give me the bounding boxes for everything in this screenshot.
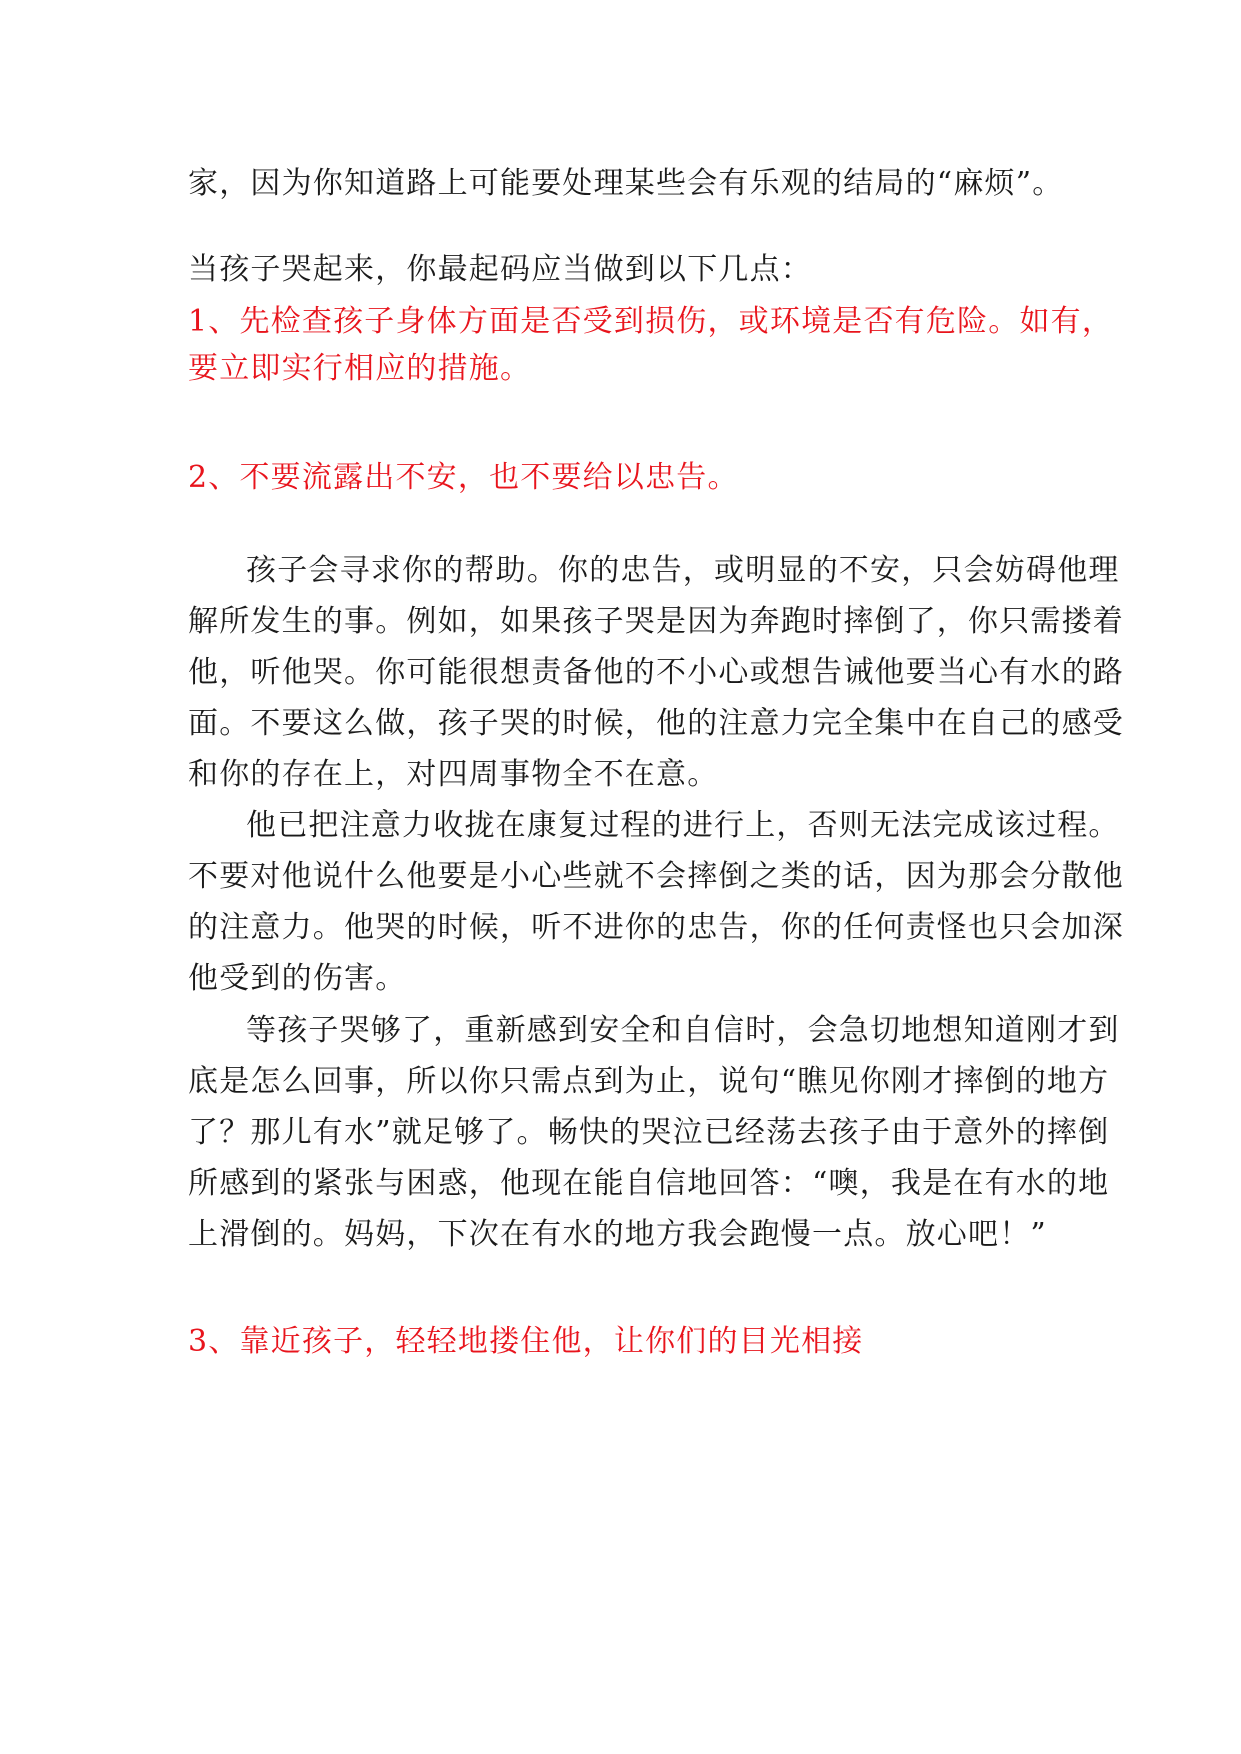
paragraph-line: 他已把注意力收拢在康复过程的进行上，否则无法完成该过程。 bbox=[246, 808, 1120, 843]
point-3-heading: 3、靠近孩子，轻轻地搂住他，让你们的目光相接 bbox=[188, 1324, 864, 1359]
point-1-heading-cont: 要立即实行相应的措施。 bbox=[188, 351, 532, 386]
paragraph-line: 他，听他哭。你可能很想责备他的不小心或想告诫他要当心有水的路 bbox=[188, 655, 1124, 690]
point-1-heading: 1、先检查孩子身体方面是否受到损伤，或环境是否有危险。如有， bbox=[188, 304, 1114, 339]
paragraph-line: 等孩子哭够了，重新感到安全和自信时，会急切地想知道刚才到 bbox=[246, 1013, 1120, 1048]
paragraph-line: 和你的存在上，对四周事物全不在意。 bbox=[188, 757, 719, 792]
point-2-heading: 2、不要流露出不安，也不要给以忠告。 bbox=[188, 460, 739, 495]
paragraph-line: 上滑倒的。妈妈，下次在有水的地方我会跑慢一点。放心吧！” bbox=[188, 1217, 1047, 1252]
paragraph-line: 了？那儿有水”就足够了。畅快的哭泣已经荡去孩子由于意外的摔倒 bbox=[188, 1115, 1110, 1150]
paragraph-line: 面。不要这么做，孩子哭的时候，他的注意力完全集中在自己的感受 bbox=[188, 706, 1124, 741]
paragraph-line: 他受到的伤害。 bbox=[188, 961, 407, 996]
paragraph-line: 解所发生的事。例如，如果孩子哭是因为奔跑时摔倒了，你只需搂着 bbox=[188, 604, 1124, 639]
paragraph-line: 孩子会寻求你的帮助。你的忠告，或明显的不安，只会妨碍他理 bbox=[246, 553, 1120, 588]
paragraph-line: 不要对他说什么他要是小心些就不会摔倒之类的话，因为那会分散他 bbox=[188, 859, 1124, 894]
paragraph-line: 底是怎么回事，所以你只需点到为止，说句“瞧见你刚才摔倒的地方 bbox=[188, 1064, 1110, 1099]
paragraph-line: 所感到的紧张与困惑，他现在能自信地回答：“噢，我是在有水的地 bbox=[188, 1166, 1110, 1201]
intro-line: 当孩子哭起来，你最起码应当做到以下几点： bbox=[188, 252, 812, 287]
paragraph-line: 的注意力。他哭的时候，听不进你的忠告，你的任何责怪也只会加深 bbox=[188, 910, 1124, 945]
paragraph-line: 家，因为你知道路上可能要处理某些会有乐观的结局的“麻烦”。 bbox=[188, 166, 1064, 201]
